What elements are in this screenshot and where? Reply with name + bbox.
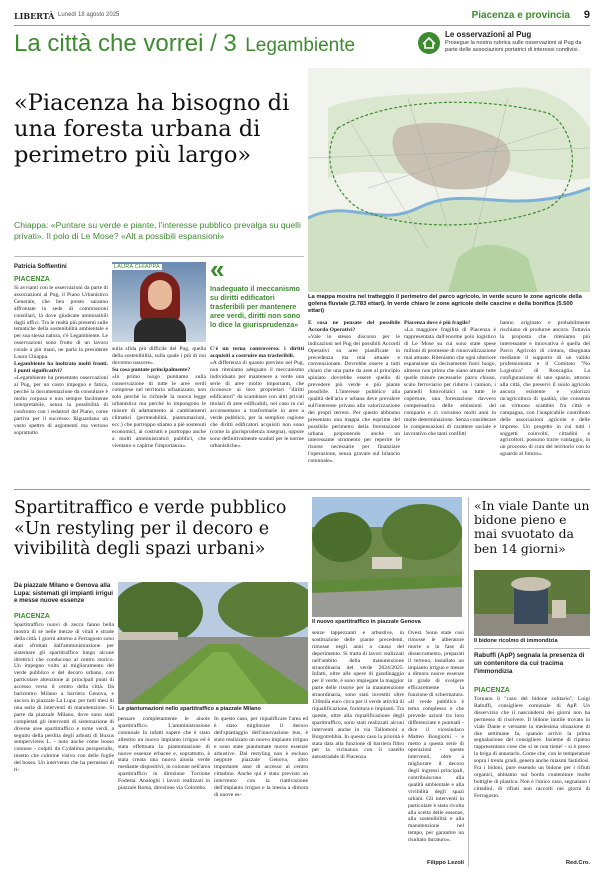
issue-date: Lunedì 18 agosto 2025	[58, 12, 120, 18]
a1-place: PIACENZA	[14, 276, 50, 283]
person-face	[148, 280, 172, 310]
a2-col1: Spartitraffico nuovi di zecca fanno bella mostra di sé nelle mezze di vitali e strade della città. I giorni attorno a Ferragosto sono stati sfruttati dall'amministrazione per sistemare gli spartitraffico lungo alcune direttrici che conducono al centro storico. Un impegno volto al miglioramento del verde pubblico e del decoro urbano, con particolare attenzione ai principali punti di accesso verso il centro della città. Da baricentro Milano a barriera Genova, e ancora in piazzale La Lupa: per tutti mesi di una serie di interventi di manutenzione. Si parte da piazzale Milano, dove sono stati completati gli interventi di sistemazione di diverse aree spartitraffico e tome verdi, a seguito della perdita degli arbusti di Buxus sempervirens L. - noto anche come bosso comune - colpiti da Cydalima perspectalis, insetto che culmine visivo con delle foglie del bosso. Un intervento che ha permesso di ri-	[14, 622, 114, 774]
milano-drawing	[118, 582, 308, 704]
a1-col3: C'è un terna controverso: i diritti acquisiti a costruire ma trasferibili. «A differenza di quanto previsto nel Pug, non riteniamo adeguato il meccanismo individuato per mantenere a verde una serie di aree molto importanti, che riconosce ai loro proprietari "diritti edificatori" da scambiare con altri privati titolari di aree edificabili, nel caso in cui acconsentano a trasformarle in aree a verde pubblico, per la semplice ragione che diritti edificatori acquisiti non sono (come la giurisprudenza insegna), oppure sono definitivamente scaduti per le norme urbanistiche».	[210, 346, 304, 449]
info-box	[418, 30, 590, 64]
photo-piazzale-milano	[118, 582, 308, 704]
box-title: Le osservazioni al Pug	[445, 30, 532, 39]
a3-divider	[468, 497, 469, 867]
a3-headline: «In viale Dante un bidone pieno e mai svuotato da ben 14 giorni»	[474, 498, 590, 556]
a1-col4: E cosa ne pensate del possibile Accordo Operativi? «Vale lo stesso discorso per le indicazioni nel Pug dei possibili Accordi Operativi su aree pianificate in precedenza ma mai attuate e convenzionate. Dovrebbe essere a tutti chiaro che una parte da aree al principio spiniato dovrebbe essere quello di prevedere più verde e più piante possibile. L'interesse pubblico alla qualità dell'aria e urbana deve prevalere sull'interesse privato alla valorizzazione dei propri terreni. Per questo abbiamo presentato una mappa che esprime del possibile perimetro della forestazione urbana proponendo anche un interessante strumento per reperire le risorse necessarie per finanziare l'operazione, senza gravare sul bilancio comunale».	[308, 320, 400, 465]
a3-place: PIACENZA	[474, 687, 510, 694]
genova-drawing	[312, 497, 462, 617]
a2-col4: senze tappezzanti e arbustive, in sostituzione delle piante precedenti, rimosse negli anni a causa del deperimento. Si tratta di lavori realizzati nell'ambito della manutenzione straordinaria del verde 2024/2025. Infatti, oltre alle opere di giardinaggio per il verde, è sono impiegate la maggior parte delle risorse per la manutenzione straordinaria, sono stati investiti oltre 130mila euro circa per il verde attività di riqualificazione, fornitura e impianti. Tra queste, oltre alla riqualificazione degli spartitraffico, sono stati realizzati alcuni interventi anche in via Tallomoni a Borgotrebbia. In questo caso la priorità è stata data alla funzione di barriera filtro per la vicinanza con il casello autostradale di Piacenza	[312, 630, 404, 761]
a3-byline: Red.Cro.	[565, 860, 590, 866]
brand: LIBERTÀ	[14, 11, 55, 21]
a2-byline: Filippo Lezoli	[426, 860, 464, 866]
map-caption: La mappa mostra nel tratteggio il perimetro del parco agricolo, in verde scuro le zone agricole della golena fluviale (2.783 ettari). In verde chiaro le zone agricole delle cascine e della bonifica (5.500 ettari)	[308, 294, 582, 314]
photo1-caption: Le piantumazioni nello spartitraffico a piazzale Milano	[118, 706, 261, 712]
a1-col2: sulla sfida più difficile del Pug, quella della sostenibilità, sulla quale i più di noi dovremo nascere». Su cosa puntate principalmente? «In primo luogo puntiamo sulla conservazione di tutte le aree verdi comprese nel territorio urbanizzato, non solo perché lo richiede la nuova legge urbanistica ma perché lo impongono le misure di adattamento ai cambiamenti climatici (permeabilità, piantumazioni, ecc.) che purtroppo stiamo a piè sostenuti economici, ai costrutti e purtroppo anche a molti amministratori pubblici, che vientano o capirne l'importanza».	[112, 346, 206, 449]
a1-sub-rule	[14, 256, 304, 257]
a1-col1-question: Legambiente ha inoltrato molti fronti. I punti significativi?	[14, 360, 108, 374]
photo-piazzale-genova	[312, 497, 462, 617]
a3-text: Tornano il "caso del bidone solitario", Luigi Rabuffi, consigliere comunale di ApP. Un disservizio che il nascondersi dei giorni non ha permesso di risolvere. Il bidone inutile trovato in viale Dante e versante la medesima situazione di due settimane fa, quando arrivò la prima segnalazione del consigliere. Insieme di ripieno rappresentano cose che si se non tiene! - si è preso la briga di annotarlo. Come che, con le temperature sopra i trenta gradi, genera anche miasmi fastidiosi. Fra i bidoni, pure essendo un bidone per i rifiuti organici, abbiamo sul bordo contenitore molte bottiglie di plastica. Non è l'unico caso, segnalano i cittadini, di rifiuti non raccolti nei giorni di Ferragosto.	[474, 696, 590, 799]
park-map	[308, 68, 590, 292]
photo2-caption: Il nuovo spartitraffico in piazzale Genova	[312, 619, 421, 625]
top-rule	[14, 25, 590, 26]
a1-col1: Si avvianti con le osservazioni da parte di associazioni al Pug, il Piano Urbanistico Generale, che ben presto saranno affrontate in sede di commissioni consiliari, là dove giudicate ammissibili dagli uffici. Tra le realtà più presenti sulle tematiche della sostenibilità ambientale e per sua stessa natura, c'è Legambiente. Le osservazioni sono frutto di un lavoro corale a più mani, ne parla la presidente Laura Chiappa. Legambiente ha inoltrato molti fronti. I punti significativi? «Legambiente ha presentato osservazioni al Pug, per un costo impegno e fatica, perché la documentazione da consultare è molto corposa e non sempre facilmente interpretabile, senza la possibilità di confronto con i redattori del Piano, come partiva per il successo. Riguardano un vasto spettro di argomenti ma vertono soprattutto	[14, 285, 108, 437]
chiappa-photo	[112, 262, 206, 342]
a2-headline: Spartitraffico e verde pubblico «Un restyling per il decoro e vivibilità degli spazi urbani»	[14, 498, 287, 559]
section-divider	[14, 489, 590, 490]
series-title: La città che vorrei / 3 Legambiente	[14, 30, 356, 57]
masthead	[14, 10, 590, 24]
photo-bidone	[474, 570, 590, 636]
person-body	[134, 318, 186, 342]
a3-rule	[474, 648, 590, 649]
a1-col6: hanno originato e probabilmente rischiano di produrne ancora. Tuttavia la proposta che riteniamo più interessante e innovativa è quella del Parco Agricolo di cintura, disegnata mediante il supporto di un valido professionista e il Comitato "No Logistica" di Roncaglia. La configurazione di uno spazio, attorno alla città, che preservi il suolo agricolo ancora esistente e valorizzi un'agricoltura di qualità, che consenta un virtuoso scambio fra città e campagna, con l'auspicabile contributo delle associazioni agricole e delle imprese. Un progetto in cui tutti i soggetti coinvolti, cittadini e agricoltori, possono trarre vantaggio, in un processo di cura del territorio con lo sguardo al futuro».	[500, 320, 590, 458]
quote-mark-icon: «	[210, 254, 225, 284]
a1-headline: «Piacenza ha bisogno di una foresta urbana di perimetro più largo»	[14, 90, 290, 168]
page-number: 9	[583, 9, 590, 21]
pull-quote: Inadeguato il meccanismo su diritti edificatori trasferibili per mantenere aree verdi, diritti non sono lo dice la giurisprudenza»	[210, 284, 301, 329]
photo-caption: LAURA CHIAPPA	[114, 264, 160, 270]
a1-author: Patricia Soffientini	[14, 264, 67, 270]
a2-col5: Ovest. Sono state così rimosse le alberature morte o in fase di disseccamento, preparati il terreno, installato un impianto irriguo e messe a dimora nuove essenze in grado di svolgere efficacemente la funzione di schermatura. «Il verde pubblico è tema complesso e che prevede azioni tra loro differenziate e puntuali - dice il vicesindaco Matteo Bongiorni - e metto a questa serie di operazioni - queste interventi, oltre a migliorare il decoro degli ingressi principali, contribuiscono alla qualità ambientale e alla vivibilità degli spazi urbani. Gli interventi in particolare è stata rivolta alla scelta delle essenze, alla sostenibilità e alla manutenzione nel tempo, per garantire un risultato duraturo».	[408, 630, 464, 844]
house-icon	[418, 32, 440, 54]
map-drawing	[308, 68, 590, 292]
bidone-drawing	[474, 570, 590, 636]
a2-col2: pensare completamente le aiuole spartitraffico. L'amministrazione comunale fa infatti sapere che è stato allestito un nuovo impianto irriguo ed è stata effettuata la piantumazione di nuove essenze erbacee e, soprattutto, è stata creata una nuova aiuola verde mediante dispositivi, in colonne nell'area spartitraffico in direzione Torrione Fodesta. Analoghi i lavori realizzati in piazzale Roma, direzione via Colombo.	[118, 716, 210, 792]
a2-place: PIACENZA	[14, 613, 50, 620]
a2-col3: In questo caso, per riqualificare l'area ed è stato migliorare il decoro dell'spiattaggio dell'innovazione bus, è stato realizzato un nuovo impianto irriguo e sono state piantumate nuove essenze arbustive. Dal restyling non è escluso neppure piazzale Genova, altro importante asse di accesso al centro cittadino. Anche qui è stato previsto un intervento con la riattivazione dell'impianto irriguo e la messa a dimora di nuove es-	[214, 716, 308, 798]
a3-kicker: Rabuffi (ApP) segnala la presenza di un contenitore da cui tracima l'immondizia	[474, 652, 585, 675]
a1-col5: Piacenza dove è più fragile? «La maggiore fragilità di Piacenza è rappresentata dall'enorme polo logistico di Le Mose su cui sono state spese milioni di promesse di rinnovalizzazione mai attuate. Riteniamo che ogni ulteriore espansione sia decisamente fuori luogo, almeno non prima che siano attuate tutte quelle misure necessarie: parco chiuso, scalo ferroviario per ridurre i camion, i pannelli fotovoltaici su tutte le coperture, una forestazione davvero compensativa delle emissioni del comparto e ci vorranno molti anni in molte determinazione. Senza considerare le compensazioni di carattere sociale e lavorativo che tanti conflitti	[404, 320, 496, 437]
photo3-caption: Il bidone ricolmo di immondizia	[474, 638, 558, 644]
box-text: Prosegue la nostra rubrica sulle osservazioni al Pug da parte delle associazioni portatrici di interessi condivisi.	[445, 40, 582, 53]
a2-kicker: Da piazzale Milano e Genova alla Lupa: sistemati gli impianti irrigui e messe nuove essenze	[14, 582, 114, 605]
section-label: Piacenza e provincia	[471, 10, 570, 21]
a1-subhead: Chiappa: «Puntare su verde e piante, l'interesse pubblico prevalga su quelli privati». Il polo di Le Mose? «Alt a possibili espansioni»	[14, 220, 301, 241]
